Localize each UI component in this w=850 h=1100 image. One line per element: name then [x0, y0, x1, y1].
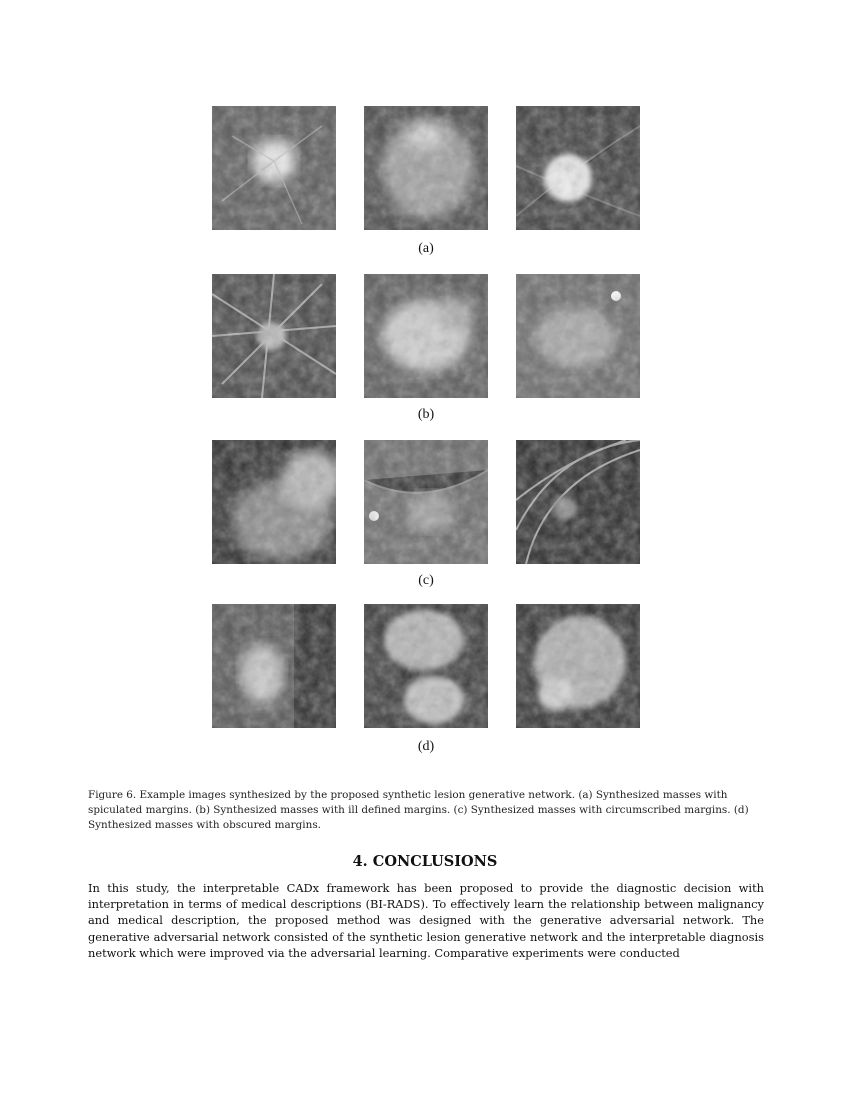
subfigure-label-c: (c) — [418, 573, 434, 588]
mass-image-a1 — [212, 106, 336, 230]
subfigure-label-d: (d) — [417, 739, 435, 754]
figure-caption: Figure 6. Example images synthesized by the proposed synthetic lesion generative network. (a) Synthesized masses with spiculated margins. (b) Synthesized masses with ill defined margins. (c) Synthesized masses with circumscribed margins. (d) Synthesized masses with obscured margins. — [88, 789, 749, 831]
section-paragraph: In this study, the interpretable CADx framework has been proposed to provide the diagnostic decision with interpretation in terms of medical descriptions (BI-RADS). To effectively learn the relationship between malignancy and medical description, the proposed method was designed with the generative adversarial network. The generative adversarial network consisted of the synthetic lesion generative network and the interpretable diagnosis network which were improved via the adversarial learning. Comparative experiments were conducted — [88, 881, 764, 960]
mass-image-b1 — [212, 274, 336, 398]
subfigure-label-a: (a) — [418, 241, 434, 256]
mass-image-d1 — [212, 604, 336, 728]
figure-row-c — [212, 440, 640, 564]
mass-image-b3 — [516, 274, 640, 398]
figure-row-a — [212, 106, 640, 230]
section-heading: 4. CONCLUSIONS — [352, 853, 498, 870]
mass-image-c3 — [516, 440, 640, 564]
figure-row-d — [212, 604, 640, 728]
mass-image-a2 — [364, 106, 488, 230]
figure-row-b — [212, 274, 640, 398]
mass-image-d2 — [364, 604, 488, 728]
mass-image-a3 — [516, 106, 640, 230]
mass-image-b2 — [364, 274, 488, 398]
mass-image-c1 — [212, 440, 336, 564]
mass-image-d3 — [516, 604, 640, 728]
mass-image-c2 — [364, 440, 488, 564]
subfigure-label-b: (b) — [417, 407, 435, 422]
